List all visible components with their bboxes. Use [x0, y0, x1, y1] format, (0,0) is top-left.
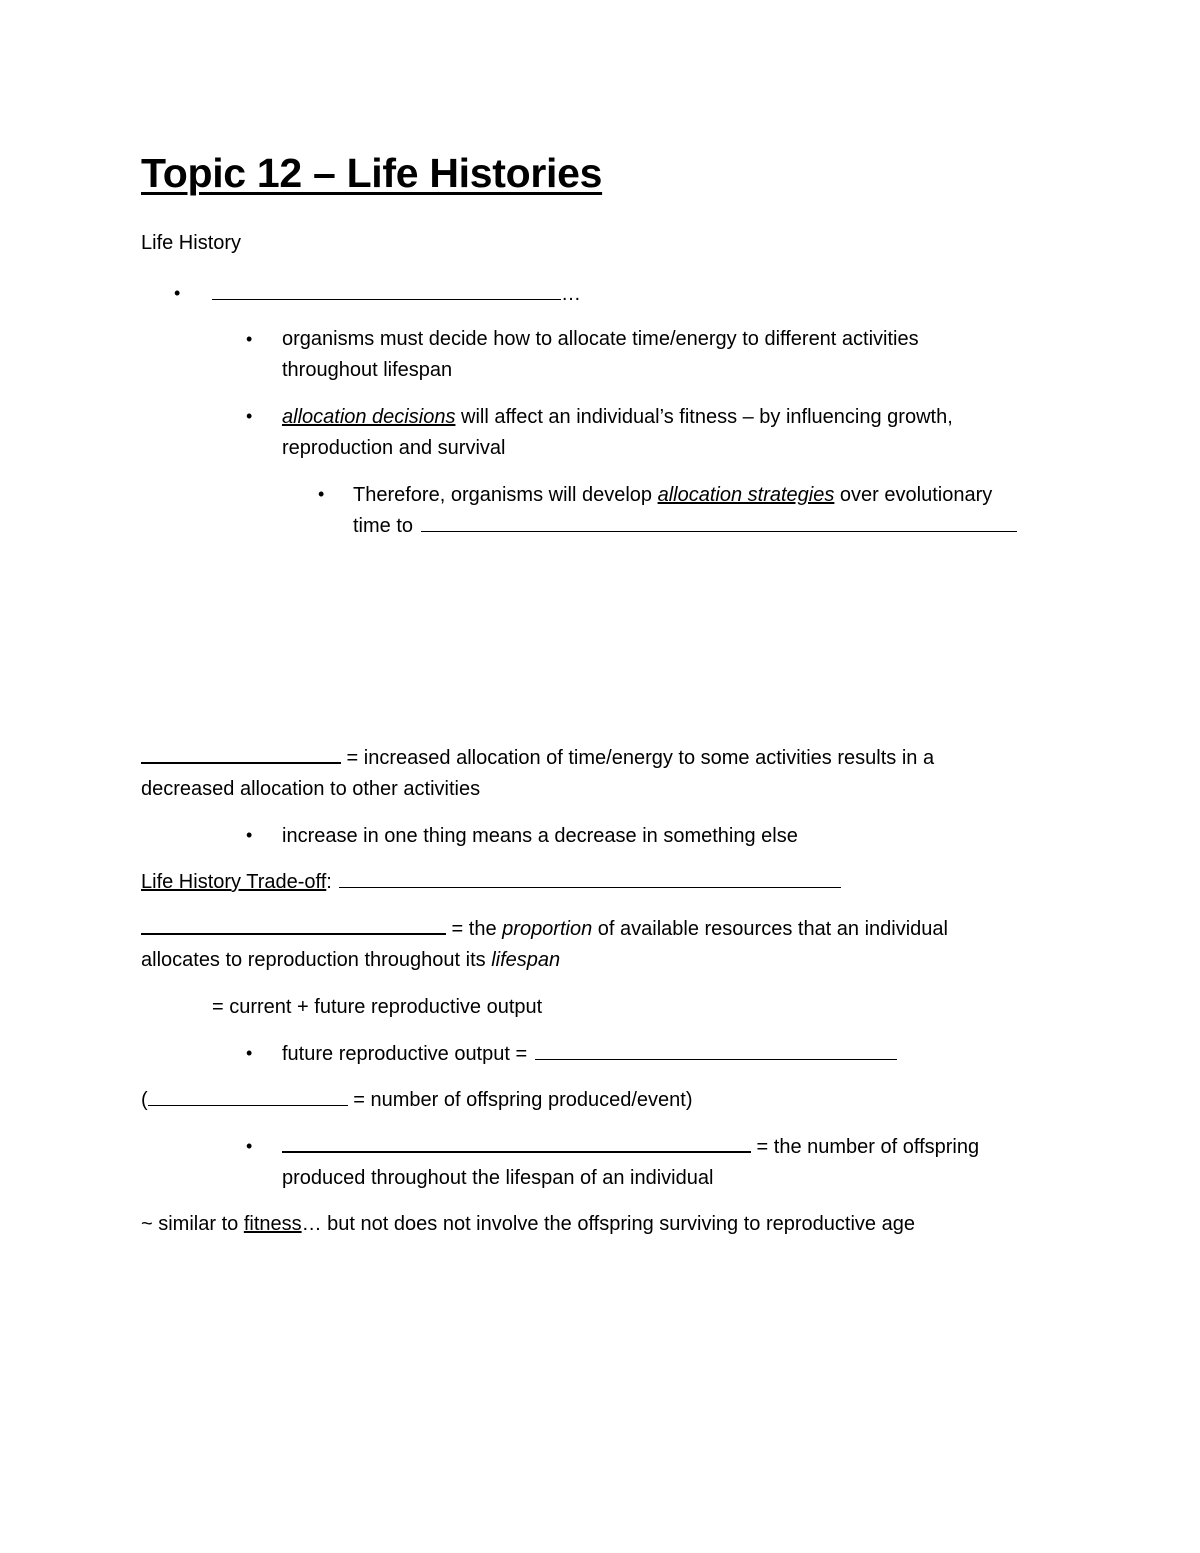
list-item-text: produced throughout the lifespan of an individual — [282, 1167, 714, 1189]
definition-text: = the — [446, 918, 503, 940]
fill-in-blank — [148, 1089, 348, 1106]
list-item-text: reproduction and survival — [282, 437, 506, 459]
fill-in-blank — [339, 871, 841, 888]
list-item — [282, 405, 953, 429]
list-item-text: time to — [353, 515, 414, 537]
fill-in-blank — [535, 1043, 897, 1060]
definition-text: of available resources that an individual — [592, 918, 948, 940]
bullet-marker: • — [174, 283, 181, 303]
key-term: fitness — [243, 1213, 302, 1235]
ellipsis-text: … — [561, 283, 581, 305]
bullet-marker: • — [318, 484, 325, 504]
definition-text: decreased allocation to other activities — [141, 778, 481, 800]
fill-in-blank — [421, 515, 1017, 532]
key-term: Life History Trade-off — [141, 871, 327, 893]
emphasis-text: lifespan — [491, 949, 561, 971]
list-item-text: organisms must decide how to allocate time/energy to different activities — [282, 328, 919, 350]
page-title: Topic 12 – Life Histories — [141, 150, 603, 196]
equation-text: = current + future reproductive output — [212, 996, 543, 1018]
fill-in-blank — [212, 283, 561, 300]
fill-in-blank — [141, 917, 446, 935]
list-item-text: future reproductive output = — [282, 1043, 528, 1065]
list-item — [282, 1135, 979, 1159]
definition-line — [141, 1088, 693, 1112]
paren-open: ( — [141, 1089, 148, 1111]
definition-text: = number of offspring produced/event) — [347, 1089, 693, 1111]
note-text: ~ similar to — [141, 1213, 244, 1235]
section-heading: Life History — [141, 232, 242, 254]
definition-text: = increased allocation of time/energy to some activities results in a — [341, 747, 935, 769]
list-item-text: = the number of offspring — [751, 1136, 980, 1158]
fill-in-blank — [141, 746, 341, 764]
trade-off-line — [141, 870, 841, 894]
list-item-text: throughout lifespan — [282, 359, 453, 381]
list-item-text: will affect an individual’s fitness – by influencing growth, — [455, 406, 953, 428]
note-text: … but not does not involve the offspring surviving to reproductive age — [301, 1213, 915, 1235]
definition-line — [141, 948, 560, 972]
definition-text: allocates to reproduction throughout its — [141, 949, 492, 971]
list-item-text: over evolutionary — [834, 484, 993, 506]
key-term: allocation decisions — [282, 406, 456, 428]
list-item — [353, 514, 1017, 538]
colon: : — [326, 871, 332, 893]
list-item — [212, 282, 581, 306]
list-item — [282, 1042, 897, 1066]
list-item — [353, 483, 992, 507]
bullet-marker: • — [246, 825, 253, 845]
definition-line — [141, 746, 934, 770]
list-item-text: increase in one thing means a decrease in something else — [282, 825, 798, 847]
bullet-marker: • — [246, 329, 253, 349]
bullet-marker: • — [246, 1136, 253, 1156]
emphasis-text: proportion — [502, 918, 593, 940]
fill-in-blank — [282, 1135, 751, 1153]
bullet-marker: • — [246, 1043, 253, 1063]
definition-line — [141, 917, 948, 941]
key-term: allocation strategies — [657, 484, 835, 506]
list-item-text: Therefore, organisms will develop — [353, 484, 658, 506]
note-line — [141, 1212, 915, 1236]
bullet-marker: • — [246, 406, 253, 426]
